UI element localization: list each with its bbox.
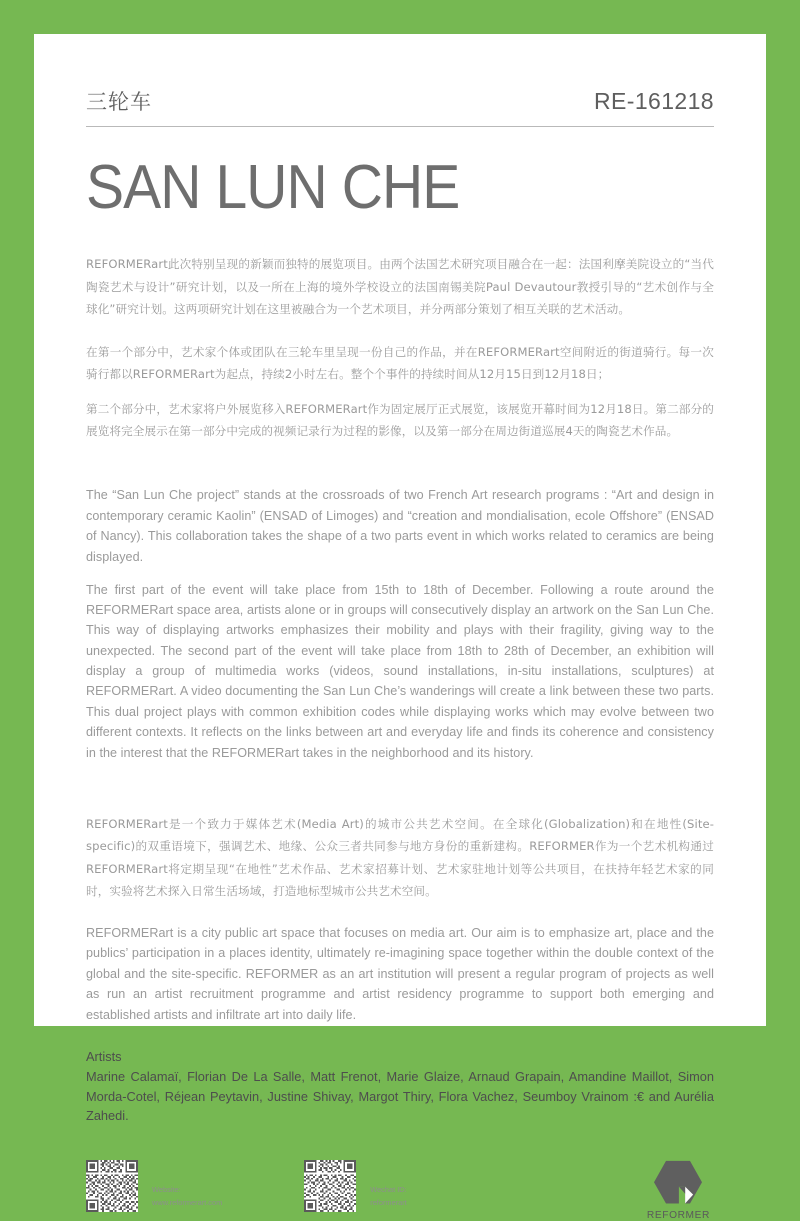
paragraph-chinese-part-one: 在第一个部分中，艺术家个体或团队在三轮车里呈现一份自己的作品，并在REFORMERart空间附近的街道骑行。每一次骑行都以REFORMERart为起点，持续2小时左右。整个个事件的持续时间从12月15日到12月18日； xyxy=(86,344,714,382)
poster-page xyxy=(34,34,766,1221)
reformer-hexagon-logo-icon xyxy=(651,1160,705,1208)
page-title: SAN LUN CHE xyxy=(86,153,460,222)
artists-heading: Artists xyxy=(86,1048,122,1064)
reformer-wordmark: REFORMER xyxy=(646,1210,710,1221)
website-label: Website: xyxy=(152,1185,181,1195)
document-header xyxy=(86,86,714,126)
spacer xyxy=(86,783,714,801)
artists-section xyxy=(86,1047,714,1126)
reformer-logo-group xyxy=(647,1160,714,1221)
document-footer xyxy=(86,1160,714,1221)
wechat-qr-group xyxy=(304,1160,407,1212)
chinese-about-block xyxy=(86,813,714,903)
document-code: RE-161218 xyxy=(594,88,714,114)
chinese-parts-block xyxy=(86,341,714,443)
paragraph-english-about: REFORMERart is a city public art space that focuses on media art. Our aim is to emphasize art, place and the publics’ participation in a places identity, ultimately re-imagining space together within the double context of the global and the site-specific. REFORMER as an art institution will present a regular program of projects as well as run an artist recruitment programme and artist residency programme to support both emerging and established artists and infiltrate art into daily life. xyxy=(86,925,714,1022)
qr-code-icon[interactable] xyxy=(304,1160,356,1212)
wechat-caption xyxy=(370,1184,407,1212)
header-chinese-title: 三轮车 xyxy=(86,90,152,114)
artists-name-list: Marine Calamaï, Florian De La Salle, Matt Frenot, Marie Glaize, Arnaud Grapain, Amandine Maillot, Simon Morda-Cotel, Réjean Peytavin, Justine Shivay, Margot Thiry, Flora Vachez, Seumboy Vrainom :€ and Aurélia Zahedi. xyxy=(86,1068,714,1124)
english-about-block xyxy=(86,923,714,1025)
wechat-label: Wechat ID: xyxy=(370,1185,407,1195)
paragraph-chinese-about: REFORMERart是一个致力于媒体艺术(Media Art)的城市公共艺术空间。在全球化(Globalization)和在地性(Site-specific)的双重语境下，强调艺术、地缘、公众三者共同参与地方身份的重新建构。REFORMER作为一个艺术机构通过REFORMERart将定期呈现“在地性”艺术作品、艺术家招募计划、艺术家驻地计划等公共项目，在扶持年轻艺术家的同时，实验将艺术探入日常生活场域，打造地标型城市公共艺术空间。 xyxy=(86,816,714,899)
wechat-id[interactable]: reformerart xyxy=(370,1198,407,1208)
chinese-intro-block xyxy=(86,253,714,321)
paragraph-english-detail: The first part of the event will take place from 15th to 18th of December. Following a route around the REFORMERart space area, artists alone or in groups will consecutively display an artwork on the San Lun Che. This way of displaying artworks emphasizes their mobility and plays with their fragility, giving way to the unexpected. The second part of the event will take place from 18th to 28th of December, an exhibition will display a group of multimedia works (videos, sound installations, in-situ installations, sculptures) at REFORMERart. A video documenting the San Lun Che’s wanderings will create a link between these two parts. This dual project plays with common exhibition codes while displaying works which may evolve between two different contexts. It reflects on the links between art and everyday life and finds its coherence and consistency in the interest that the REFORMERart takes in the neighborhood and its history. xyxy=(86,582,714,760)
spacer xyxy=(86,463,714,473)
english-description-block xyxy=(86,485,714,763)
poster-content xyxy=(34,34,766,1221)
website-qr-group xyxy=(86,1160,222,1212)
qr-code-icon[interactable] xyxy=(86,1160,138,1212)
website-caption xyxy=(152,1184,222,1212)
paragraph-chinese-part-two: 第二个部分中，艺术家将户外展览移入REFORMERart作为固定展厅正式展览，该展览开幕时间为12月18日。第二部分的展览将完全展示在第一部分中完成的视频记录行为过程的影像，以及第一部分在周边街道巡展4天的陶瓷艺术作品。 xyxy=(86,401,714,439)
paragraph-english-intro: The “San Lun Che project” stands at the crossroads of two French Art research programs : “Art and design in contemporary ceramic Kaolin” (ENSAD of Limoges) and “creation and mondialisation, ecole Offshore” (ENSAD of Nancy). This collaboration takes the shape of a two parts event in which works related to ceramics are being displayed. xyxy=(86,488,714,564)
website-url[interactable]: www.reformerart.com xyxy=(152,1198,223,1208)
header-divider xyxy=(86,126,714,127)
paragraph-chinese-intro: REFORMERart此次特别呈现的新颖而独特的展览项目。由两个法国艺术研究项目融合在一起：法国利摩美院设立的“当代陶瓷艺术与设计”研究计划，以及一所在上海的境外学校设立的法国南锡美院Paul Devautour教授引导的“艺术创作与全球化”研究计划。这两项研究计划在这里被融合为一个艺术项目，并分两部分策划了相互关联的艺术活动。 xyxy=(86,257,714,317)
